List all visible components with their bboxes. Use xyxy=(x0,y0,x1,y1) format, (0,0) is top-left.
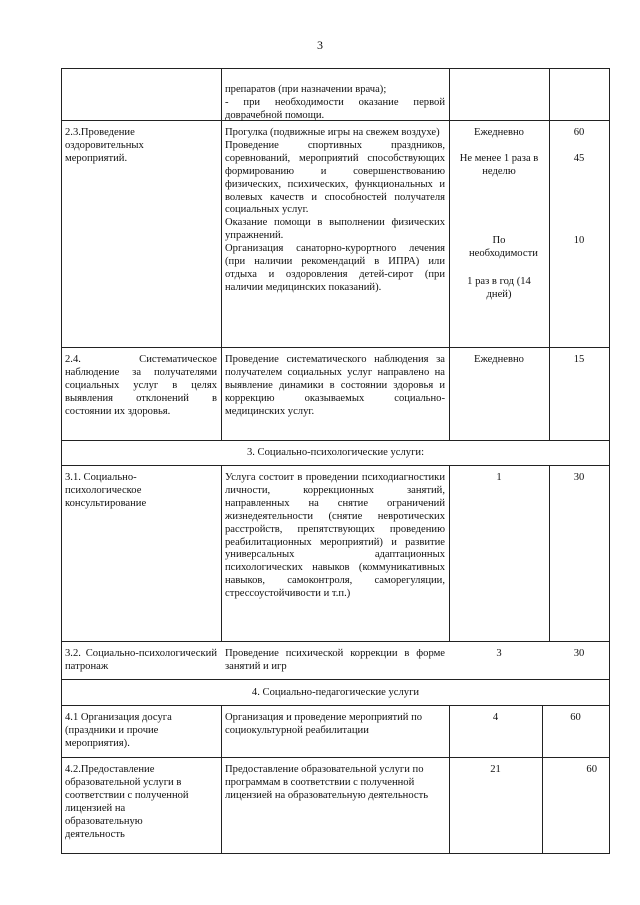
row-3-2-service: Проведение психической коррекции в форме занятий и игр xyxy=(225,648,445,672)
row-4-1-service: Организация и проведение мероприятий по социокультурной реабилитации xyxy=(225,712,423,736)
section-4-heading: 4. Социально-педагогические услуги xyxy=(251,687,420,698)
row-4-2-name: 4.2.Предоставление образовательной услуги в соответствии с полученной лицензией на образовательную деятельность xyxy=(65,764,189,840)
row-2-3-duration-3: 10 xyxy=(573,235,585,246)
row-4-1-duration: 60 xyxy=(570,712,581,723)
row-2-4-name: 2.4. Систематическое наблюдение за получателями социальных услуг в целях выявления отклонений в состоянии их здоровья. xyxy=(65,354,217,417)
page-number: 3 xyxy=(317,38,323,52)
row-3-1-duration: 30 xyxy=(573,472,585,483)
row-2-3-name: 2.3.Проведение оздоровительных мероприятий. xyxy=(65,127,144,164)
row-4-1-frequency: 4 xyxy=(492,712,499,723)
row-4-2-service: Предоставление образовательной услуги по программам в соответствии с полученной лицензией на образовательную деятельность xyxy=(225,764,429,801)
row0-service-text: препаратов (при назначении врача); - при необходимости оказание первой доврачебной помощи. xyxy=(225,83,445,121)
row-3-2-name: 3.2. Социально-психологический патронаж xyxy=(65,648,217,672)
row-3-1-name: 3.1. Социально-психологическое консультирование xyxy=(65,472,147,509)
row-2-3-duration-2: 45 xyxy=(573,153,585,164)
row-2-4-service: Проведение систематического наблюдения за получателем социальных услуг направлено на выявление динамики в состоянии здоровья и коррекцию оказываемых социально-медицинских услуг. xyxy=(225,354,445,417)
row-2-3-frequency-1: Ежедневно xyxy=(474,127,524,138)
row-2-3-service-4: Организация санаторно-курортного лечения (при наличии рекомендаций в ИПРА) или отдыха и оздоровления детей-сирот (при наличии медицинских показаний). xyxy=(225,243,445,293)
row-3-1-service: Услуга состоит в проведении психодиагностики личности, коррекционных занятий, направленных на снятие ограничений жизнедеятельности (снятие невротических расстройств, препятствующих проведению реабилитационных мероприятий) и развитие универсальных адаптационных психологических навыков (коммуникативных навыков, самоконтроля, саморегуляции, стрессоустойчивости и т.п.) xyxy=(225,472,445,600)
row-2-3-service-1: Прогулка (подвижные игры на свежем воздухе) xyxy=(225,127,440,138)
row-2-4-frequency: Ежедневно xyxy=(474,354,524,365)
row-2-3-frequency-3: По необходимости xyxy=(469,235,538,259)
row-2-3-frequency-2: Не менее 1 раза в неделю xyxy=(459,153,539,177)
row-3-2-frequency: 3 xyxy=(496,648,502,659)
row0-service-cell xyxy=(221,68,449,123)
row-2-3-duration-1: 60 xyxy=(573,127,585,138)
row-2-3-service-3: Оказание помощи в выполнении физических упражнений. xyxy=(225,217,445,242)
section-3-heading: 3. Социально-психологические услуги: xyxy=(246,447,425,458)
row-2-3-service-2: Проведение спортивных праздников, соревнований, мероприятий способствующих формированию и совершенствованию физических, психических, функциональных и волевых качеств и способностей получателя социальных услуг. xyxy=(225,139,445,216)
row-4-2-frequency: 21 xyxy=(490,764,501,775)
row-3-1-frequency: 1 xyxy=(496,472,502,483)
row-2-3-services xyxy=(221,124,449,295)
row-3-2-duration: 30 xyxy=(573,648,585,659)
row-2-4-duration: 15 xyxy=(573,354,585,365)
row-2-3-frequency-4: 1 раз в год (14 дней) xyxy=(467,276,531,300)
row-4-1-name: 4.1 Организация досуга (праздники и прочие мероприятия). xyxy=(65,712,172,749)
row-4-2-duration: 60 xyxy=(586,764,597,775)
